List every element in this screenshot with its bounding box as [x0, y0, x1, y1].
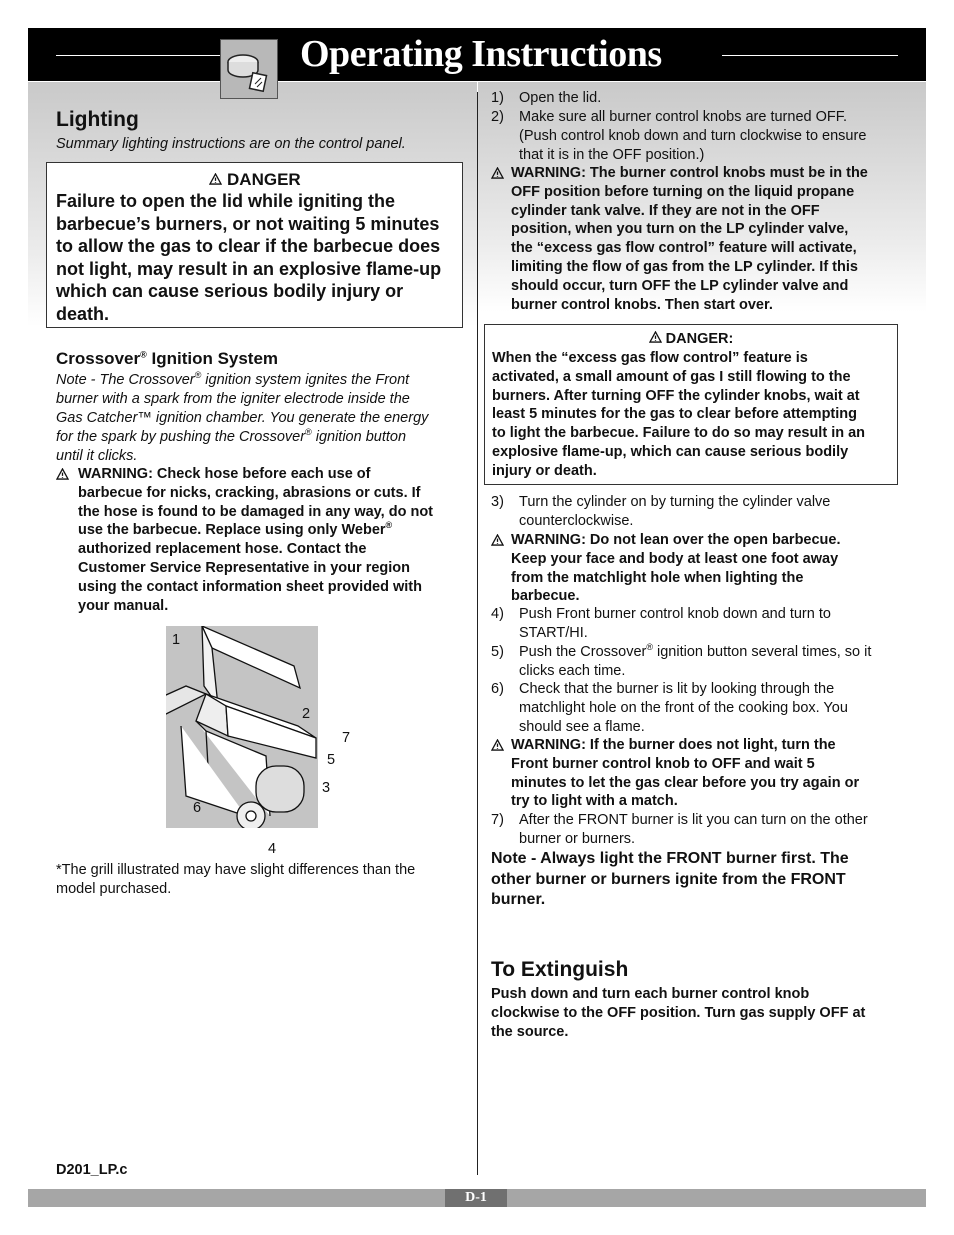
document-code: D201_LP.c — [56, 1162, 128, 1178]
warning-triangle-icon — [56, 468, 69, 480]
danger2-label: DANGER: — [492, 330, 890, 349]
header-rule-right — [722, 55, 898, 56]
callout-7: 7 — [342, 730, 351, 746]
warning-triangle-icon — [491, 167, 504, 179]
lighting-heading: Lighting — [56, 108, 139, 131]
warning-triangle-icon — [649, 331, 662, 343]
page-footer — [28, 1189, 926, 1207]
callout-4: 4 — [268, 841, 277, 857]
grill-lighting-icon — [220, 39, 278, 99]
page-number: D-1 — [445, 1189, 507, 1207]
warning-triangle-icon — [491, 739, 504, 751]
figure-note: *The grill illustrated may have slight differences than the model purchased. — [56, 862, 416, 897]
warning-triangle-icon — [491, 534, 504, 546]
callout-5: 5 — [327, 752, 336, 768]
page-title: Operating Instructions — [300, 33, 662, 75]
grill-illustration — [166, 626, 318, 828]
lighting-summary: Summary lighting instructions are on the control panel. — [56, 136, 406, 152]
danger-box-gas-flow — [484, 324, 898, 485]
page-header — [28, 28, 926, 81]
crossover-heading: Crossover® Ignition System — [56, 349, 279, 368]
extinguish-heading: To Extinguish — [491, 958, 629, 981]
callout-3: 3 — [322, 780, 331, 796]
danger-label: DANGER — [56, 169, 454, 190]
crossover-note: Note - The Crossover® ignition system ignites the Front burner with a spark from the igniter electrode inside the Gas Catcher™ ignition chamber. You generate the energy for the spark by pushing the Crossover® ignition button until it clicks. — [56, 370, 429, 464]
callout-6: 6 — [193, 800, 202, 816]
warning-triangle-icon — [209, 173, 222, 185]
column-divider — [477, 92, 478, 1175]
note-front-burner: Note - Always light the FRONT burner first. The other burner or burners ignite from the FRONT burner. — [491, 850, 849, 908]
danger-text: Failure to open the lid while igniting the barbecue’s burners, or not waiting 5 minutes to allow the gas to clear if the barbecue does not light, may result in an explosive flame-up which can cause serious bodily injury or death. — [56, 191, 442, 324]
danger-box-lid — [46, 162, 463, 328]
extinguish-text: Push down and turn each burner control knob clockwise to the OFF position. Turn gas supply OFF at the source. — [491, 986, 866, 1040]
callout-2: 2 — [302, 706, 311, 722]
danger2-text: When the “excess gas flow control” feature is activated, a small amount of gas I still flowing to the burners. After turning OFF the cylinder knobs, wait at least 5 minutes for the gas to clear before attempting to light the barbecue. Failure to do so may result in an explosive flame-up, which can cause serious bodily injury or death. — [492, 350, 866, 479]
callout-1: 1 — [172, 632, 181, 648]
